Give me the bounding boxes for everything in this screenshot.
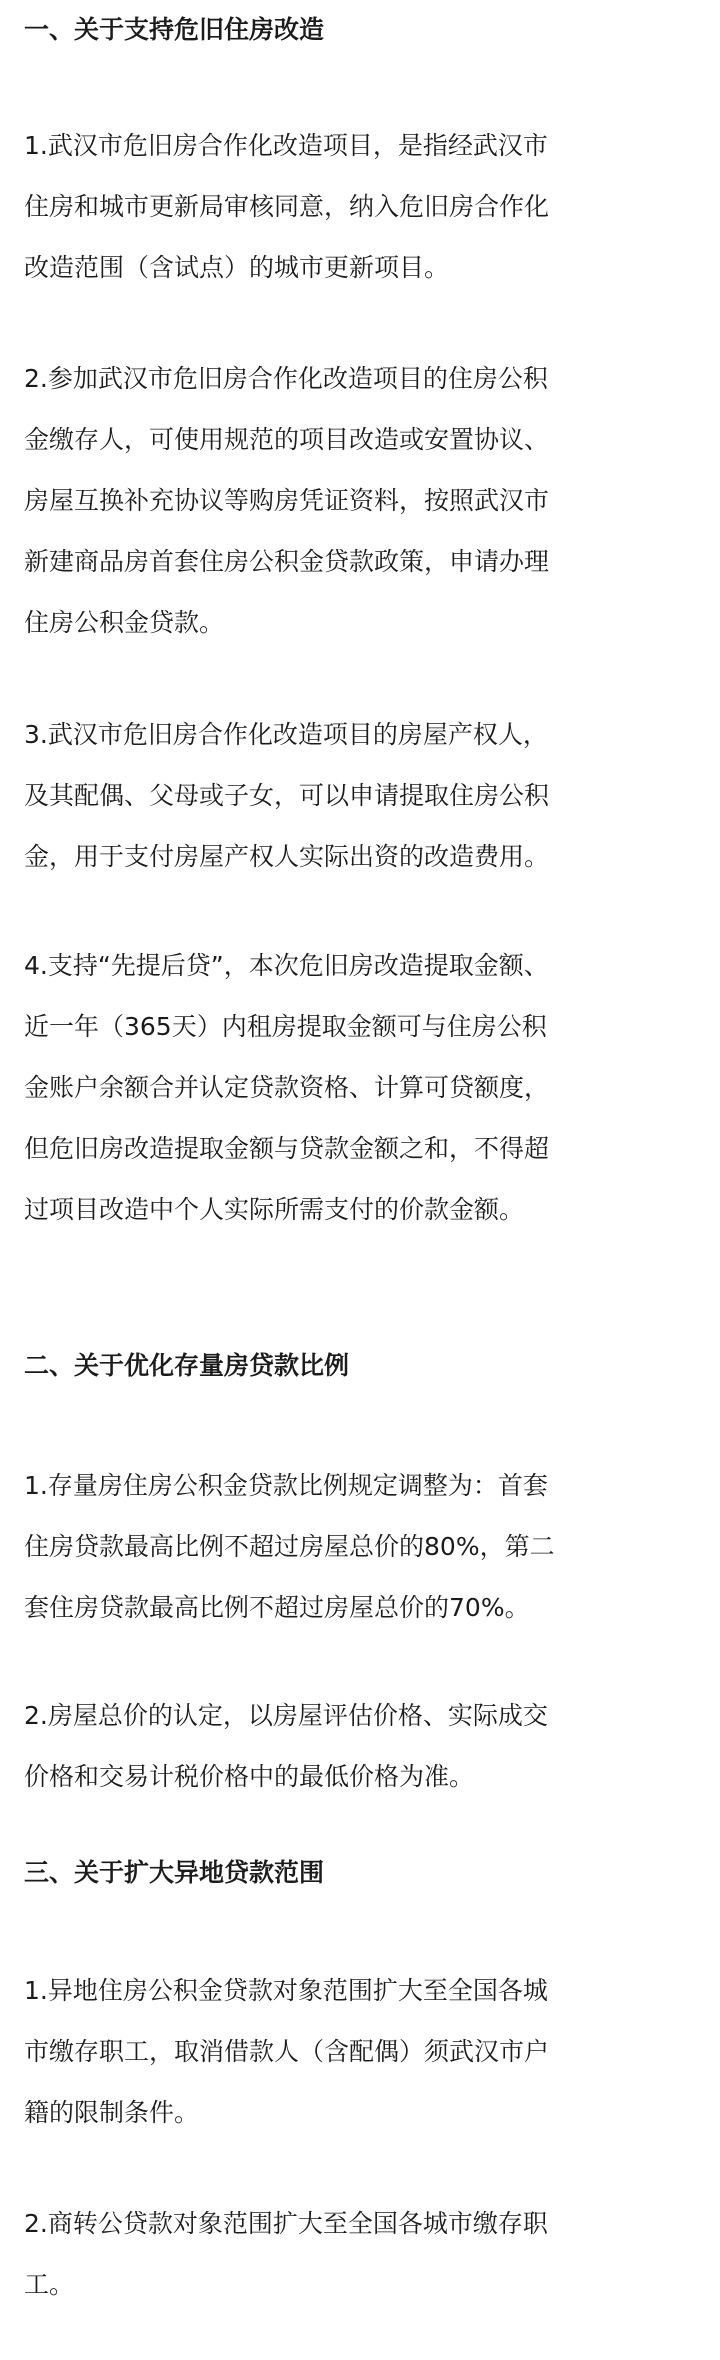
paragraph-line: 金，用于支付房屋产权人实际出资的改造费用。 (24, 842, 550, 871)
section-heading-2: 二、关于优化存量房贷款比例 (24, 1351, 350, 1380)
paragraph-line: 近一年（365天）内租房提取金额可与住房公积 (24, 1012, 547, 1041)
paragraph-1-4 (24, 935, 704, 1240)
paragraph-line: 籍的限制条件。 (24, 2098, 200, 2127)
paragraph-line: 2.房屋总价的认定，以房屋评估价格、实际成交 (24, 1701, 548, 1730)
paragraph-line: 住房贷款最高比例不超过房屋总价的80%，第二 (24, 1532, 555, 1561)
paragraph-line: 4.支持“先提后贷”，本次危旧房改造提取金额、 (24, 951, 549, 980)
paragraph-2-2 (24, 1685, 704, 1807)
paragraph-line: 金账户余额合并认定贷款资格、计算可贷额度， (24, 1073, 550, 1102)
paragraph-line: 1.异地住房公积金贷款对象范围扩大至全国各城 (24, 1976, 548, 2005)
paragraph-line: 新建商品房首套住房公积金贷款政策，申请办理 (24, 547, 550, 576)
paragraph-line: 及其配偶、父母或子女，可以申请提取住房公积 (24, 781, 550, 810)
paragraph-line: 金缴存人，可使用规范的项目改造或安置协议、 (24, 425, 550, 454)
paragraph-line: 住房和城市更新局审核同意，纳入危旧房合作化 (24, 192, 550, 221)
paragraph-line: 工。 (24, 2270, 75, 2299)
paragraph-line: 市缴存职工，取消借款人（含配偶）须武汉市户 (24, 2037, 550, 2066)
paragraph-line: 住房公积金贷款。 (24, 608, 225, 637)
paragraph-line: 2.参加武汉市危旧房合作化改造项目的住房公积 (24, 364, 548, 393)
paragraph-3-1 (24, 1960, 704, 2143)
paragraph-line: 2.商转公贷款对象范围扩大至全国各城市缴存职 (24, 2209, 548, 2238)
paragraph-line: 套住房贷款最高比例不超过房屋总价的70%。 (24, 1593, 530, 1622)
paragraph-line: 1.存量房住房公积金贷款比例规定调整为：首套 (24, 1471, 548, 1500)
paragraph-3-2 (24, 2193, 704, 2315)
section-heading-3: 三、关于扩大异地贷款范围 (24, 1858, 325, 1887)
paragraph-1-2 (24, 348, 704, 653)
paragraph-1-3 (24, 704, 704, 887)
paragraph-line: 房屋互换补充协议等购房凭证资料，按照武汉市 (24, 486, 550, 515)
paragraph-line: 3.武汉市危旧房合作化改造项目的房屋产权人， (24, 720, 548, 749)
paragraph-line: 改造范围（含试点）的城市更新项目。 (24, 253, 450, 282)
paragraph-line: 1.武汉市危旧房合作化改造项目，是指经武汉市 (24, 131, 548, 160)
section-heading-1: 一、关于支持危旧住房改造 (24, 15, 325, 44)
paragraph-2-1 (24, 1455, 704, 1638)
paragraph-line: 过项目改造中个人实际所需支付的价款金额。 (24, 1195, 525, 1224)
paragraph-line: 但危旧房改造提取金额与贷款金额之和，不得超 (24, 1134, 550, 1163)
paragraph-1-1 (24, 115, 704, 298)
paragraph-line: 价格和交易计税价格中的最低价格为准。 (24, 1762, 475, 1791)
